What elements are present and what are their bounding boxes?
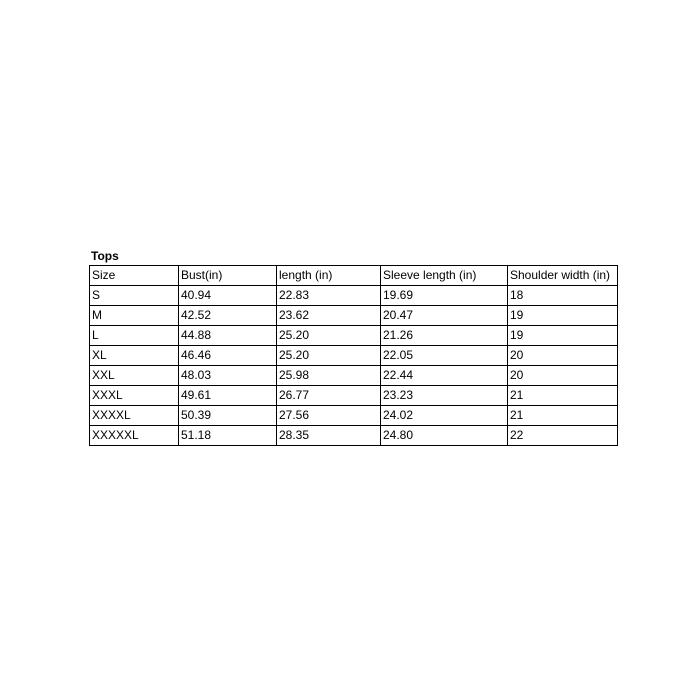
cell-sleeve-length: 21.26 (381, 326, 508, 346)
cell-size: XXXL (90, 386, 179, 406)
table-row (90, 346, 618, 366)
cell-shoulder-width: 22 (508, 426, 618, 446)
cell-sleeve-length: 24.02 (381, 406, 508, 426)
cell-size: S (90, 286, 179, 306)
cell-length: 28.35 (277, 426, 381, 446)
cell-bust: 51.18 (179, 426, 277, 446)
table-row (90, 306, 618, 326)
cell-sleeve-length: 22.44 (381, 366, 508, 386)
cell-shoulder-width: 18 (508, 286, 618, 306)
cell-size: XXL (90, 366, 179, 386)
cell-length: 25.98 (277, 366, 381, 386)
cell-bust: 50.39 (179, 406, 277, 426)
table-row (90, 386, 618, 406)
size-table (89, 265, 618, 446)
table-title: Tops (91, 249, 119, 263)
cell-sleeve-length: 24.80 (381, 426, 508, 446)
header-shoulder-width: Shoulder width (in) (508, 266, 618, 286)
cell-size: XXXXXL (90, 426, 179, 446)
cell-length: 27.56 (277, 406, 381, 426)
cell-sleeve-length: 23.23 (381, 386, 508, 406)
table-row (90, 326, 618, 346)
cell-sleeve-length: 19.69 (381, 286, 508, 306)
header-row (90, 266, 618, 286)
size-chart (89, 248, 618, 446)
cell-size: M (90, 306, 179, 326)
cell-length: 25.20 (277, 346, 381, 366)
header-sleeve-length: Sleeve length (in) (381, 266, 508, 286)
cell-shoulder-width: 19 (508, 326, 618, 346)
cell-bust: 49.61 (179, 386, 277, 406)
cell-shoulder-width: 21 (508, 386, 618, 406)
table-row (90, 286, 618, 306)
cell-length: 26.77 (277, 386, 381, 406)
cell-bust: 46.46 (179, 346, 277, 366)
cell-sleeve-length: 20.47 (381, 306, 508, 326)
table-row (90, 426, 618, 446)
cell-size: XXXXL (90, 406, 179, 426)
cell-bust: 40.94 (179, 286, 277, 306)
header-bust: Bust(in) (179, 266, 277, 286)
cell-size: XL (90, 346, 179, 366)
cell-bust: 48.03 (179, 366, 277, 386)
cell-shoulder-width: 21 (508, 406, 618, 426)
cell-shoulder-width: 20 (508, 366, 618, 386)
cell-shoulder-width: 19 (508, 306, 618, 326)
table-row (90, 406, 618, 426)
header-size: Size (90, 266, 179, 286)
cell-sleeve-length: 22.05 (381, 346, 508, 366)
cell-length: 23.62 (277, 306, 381, 326)
cell-shoulder-width: 20 (508, 346, 618, 366)
cell-length: 22.83 (277, 286, 381, 306)
cell-bust: 44.88 (179, 326, 277, 346)
cell-size: L (90, 326, 179, 346)
cell-length: 25.20 (277, 326, 381, 346)
cell-bust: 42.52 (179, 306, 277, 326)
header-length: length (in) (277, 266, 381, 286)
table-row (90, 366, 618, 386)
